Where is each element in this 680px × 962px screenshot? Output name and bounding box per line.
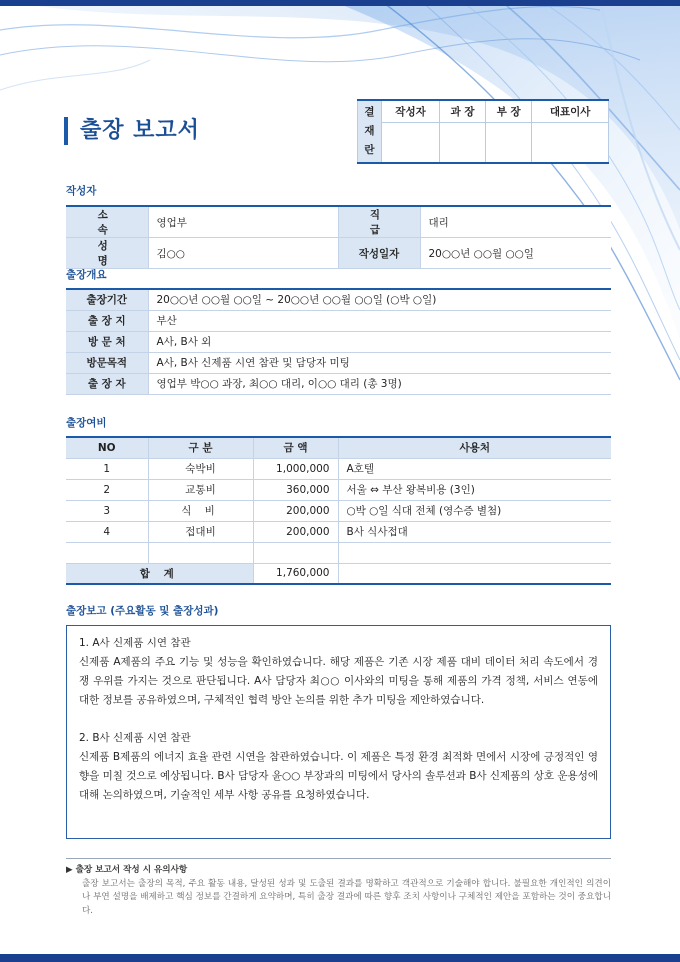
expense-table xyxy=(66,436,611,585)
bottom-accent-bar xyxy=(0,954,680,962)
notes-body: 출장 보고서는 출장의 목적, 주요 활동 내용, 달성된 성과 및 도출된 결과를 명확하고 객관적으로 기술해야 합니다. 불필요한 개인적인 의견이나 부연 설명을 배제하고 핵심 정보를 간결하게 요약하며, 특히 출장 결과에 따른 향후 조치 사항이나 구체적인 제안을 포함하는 것이 중요합니다. xyxy=(82,878,611,916)
table-row xyxy=(66,331,611,352)
overview-label-location: 출 장 지 xyxy=(66,310,148,331)
expense-no: 2 xyxy=(66,479,148,500)
approval-side-text: 결 재 란 xyxy=(364,106,375,156)
overview-label-period: 출장기간 xyxy=(66,289,148,310)
expense-category: 접대비 xyxy=(148,521,253,542)
writer-label-name: 성 명 xyxy=(66,238,148,269)
approval-sign-manager[interactable] xyxy=(440,122,486,163)
approval-box xyxy=(357,99,609,164)
overview-label-purpose: 방문목적 xyxy=(66,352,148,373)
expense-no: 1 xyxy=(66,458,148,479)
expense-no xyxy=(66,542,148,563)
table-row xyxy=(66,373,611,394)
approval-role-writer: 작성자 xyxy=(382,100,440,122)
expense-category: 숙박비 xyxy=(148,458,253,479)
overview-value-purpose: A사, B사 신제품 시연 참관 및 담당자 미팅 xyxy=(148,352,611,373)
approval-role-director: 부 장 xyxy=(486,100,532,122)
table-row xyxy=(66,352,611,373)
table-row xyxy=(66,238,611,269)
expense-amount xyxy=(253,542,338,563)
table-row xyxy=(66,542,611,563)
overview-value-visit: A사, B사 외 xyxy=(148,331,611,352)
table-total-row xyxy=(66,563,611,584)
document-title: 출장 보고서 xyxy=(64,117,200,145)
table-row xyxy=(66,479,611,500)
approval-role-manager: 과 장 xyxy=(440,100,486,122)
report-item-heading: 2. B사 신제품 시연 참관 xyxy=(79,732,191,744)
report-section-label: 출장보고 (주요활동 및 출장성과) xyxy=(66,605,219,617)
writing-notes xyxy=(66,858,611,918)
expense-category xyxy=(148,542,253,563)
expense-usage: B사 식사접대 xyxy=(338,521,611,542)
report-box xyxy=(66,625,611,839)
approval-sign-ceo[interactable] xyxy=(532,122,609,163)
expense-usage xyxy=(338,542,611,563)
expense-amount: 1,000,000 xyxy=(253,458,338,479)
expense-category: 교통비 xyxy=(148,479,253,500)
overview-value-travelers: 영업부 박○○ 과장, 최○○ 대리, 이○○ 대리 (총 3명) xyxy=(148,373,611,394)
report-item-body: 신제품 B제품의 에너지 효율 관련 시연을 참관하였습니다. 이 제품은 특정 환경 최적화 면에서 시장에 긍정적인 영향을 미칠 것으로 예상됩니다. B사 담당자 윤○○ 부장과의 미팅에서 당사의 솔루션과 B사 신제품의 상호 운용성에 대해 논의하였으며, 기술적인 세부 사항 공유를 요청하였습니다. xyxy=(79,751,598,801)
writer-table xyxy=(66,205,611,269)
approval-side-label xyxy=(358,100,382,163)
overview-value-period: 20○○년 ○○월 ○○일 ~ 20○○년 ○○월 ○○일 (○박 ○일) xyxy=(148,289,611,310)
expense-header-category: 구 분 xyxy=(148,437,253,458)
report-item-body: 신제품 A제품의 주요 기능 및 성능을 확인하였습니다. 해당 제품은 기존 시장 제품 대비 데이터 처리 속도에서 경쟁 우위를 가지는 것으로 판단됩니다. A사 담당자 최○○ 이사와의 미팅을 통해 제품의 가격 정책, 서비스 연동에 대한 정보를 공유하였으며, 구체적인 협력 방안 논의를 위한 추가 미팅을 제안하였습니다. xyxy=(79,656,598,706)
approval-sign-director[interactable] xyxy=(486,122,532,163)
overview-value-location: 부산 xyxy=(148,310,611,331)
expense-amount: 200,000 xyxy=(253,521,338,542)
table-row xyxy=(66,458,611,479)
table-row xyxy=(66,521,611,542)
table-header-row xyxy=(66,437,611,458)
expense-no: 4 xyxy=(66,521,148,542)
expense-amount: 360,000 xyxy=(253,479,338,500)
table-row xyxy=(66,206,611,238)
overview-section-label: 출장개요 xyxy=(66,269,107,281)
report-spacer xyxy=(79,710,598,729)
writer-value-rank: 대리 xyxy=(420,206,611,238)
expense-total-label: 합 계 xyxy=(66,563,253,584)
table-row xyxy=(66,310,611,331)
top-accent-bar xyxy=(0,0,680,6)
overview-label-visit: 방 문 처 xyxy=(66,331,148,352)
expense-category: 식 비 xyxy=(148,500,253,521)
writer-value-name: 김○○ xyxy=(148,238,338,269)
expense-usage: A호텔 xyxy=(338,458,611,479)
writer-value-date: 20○○년 ○○월 ○○일 xyxy=(420,238,611,269)
writer-label-date: 작성일자 xyxy=(338,238,420,269)
writer-value-department: 영업부 xyxy=(148,206,338,238)
expense-header-usage: 사용처 xyxy=(338,437,611,458)
notes-title: ▶ 출장 보고서 작성 시 유의사항 xyxy=(66,865,188,875)
overview-table xyxy=(66,288,611,395)
table-row xyxy=(66,500,611,521)
expense-section-label: 출장여비 xyxy=(66,417,107,429)
overview-label-travelers: 출 장 자 xyxy=(66,373,148,394)
expense-total-empty xyxy=(338,563,611,584)
expense-usage: 서울 ⇔ 부산 왕복비용 (3인) xyxy=(338,479,611,500)
writer-section-label: 작성자 xyxy=(66,185,97,197)
approval-role-ceo: 대표이사 xyxy=(532,100,609,122)
expense-header-no: NO xyxy=(66,437,148,458)
report-item-heading: 1. A사 신제품 시연 참관 xyxy=(79,637,191,649)
expense-total-amount: 1,760,000 xyxy=(253,563,338,584)
approval-sign-writer[interactable] xyxy=(382,122,440,163)
expense-no: 3 xyxy=(66,500,148,521)
expense-usage: ○박 ○일 식대 전체 (영수증 별첨) xyxy=(338,500,611,521)
expense-header-amount: 금 액 xyxy=(253,437,338,458)
writer-label-rank: 직 급 xyxy=(338,206,420,238)
writer-label-department: 소 속 xyxy=(66,206,148,238)
expense-amount: 200,000 xyxy=(253,500,338,521)
table-row xyxy=(66,289,611,310)
